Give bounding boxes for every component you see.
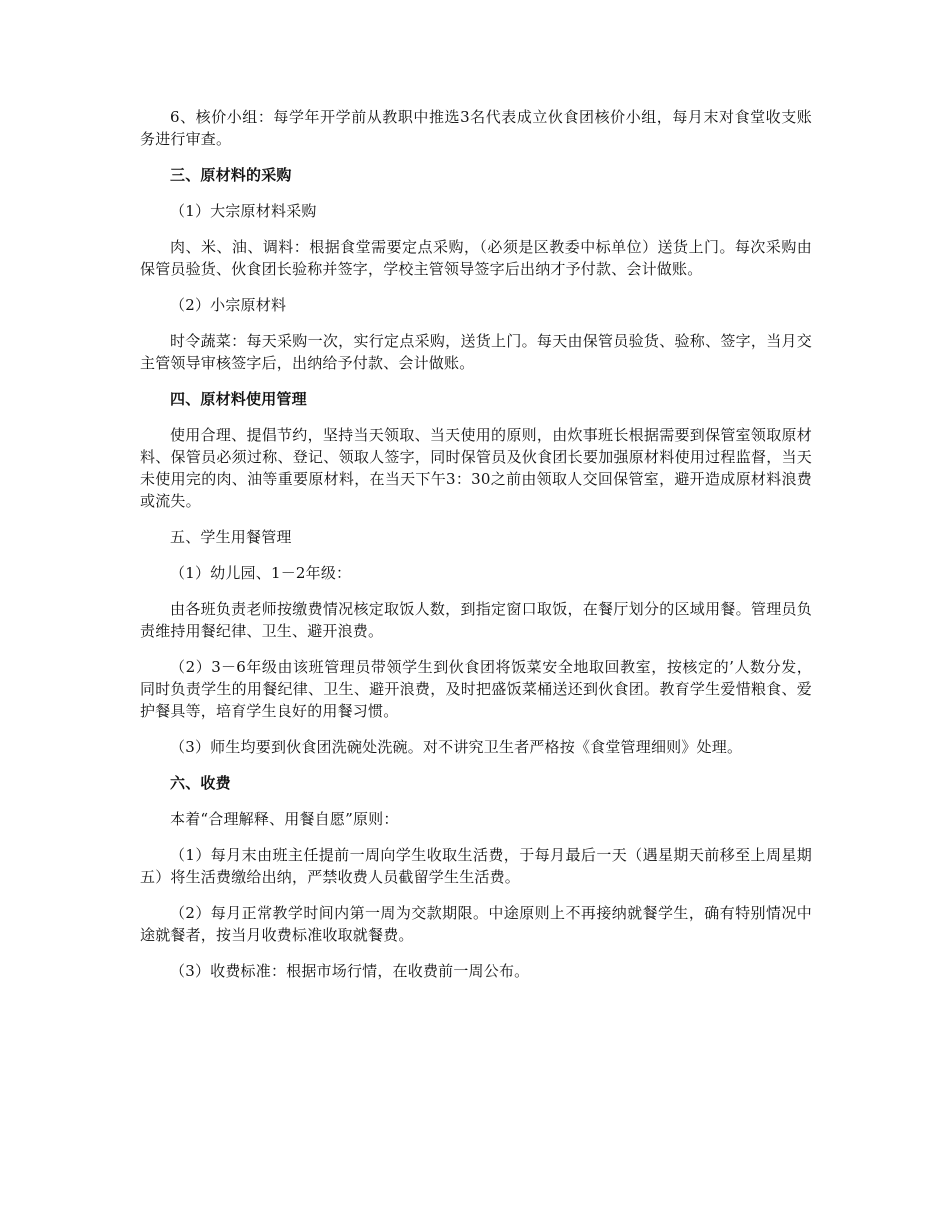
heading-fees: 六、收费 <box>170 774 231 792</box>
paragraph-bulk-materials-title: （1）大宗原材料采购 <box>170 202 317 220</box>
heading-student-dining: 五、学生用餐管理 <box>170 528 292 546</box>
paragraph-vegetables: 时令蔬菜：每天采购一次，实行定点采购，送货上门。每天由保管员验货、验称、签字，当月交主管领导审核签字后，出纳给予付款、会计做账。 <box>140 332 812 372</box>
paragraph-fee-deadline: （2）每月正常教学时间内第一周为交款期限。中途原则上不再接纳就餐学生，确有特别情况中途就餐者，按当月收费标准收取就餐费。 <box>140 904 812 944</box>
heading-materials-usage: 四、原材料使用管理 <box>170 390 307 408</box>
paragraph-fee-principle: 本着“合理解释、用餐自愿”原则： <box>170 810 399 828</box>
paragraph-small-materials-title: （2）小宗原材料 <box>170 296 287 314</box>
paragraph-grades-3-6: （2）3－6年级由该班管理员带领学生到伙食团将饭菜安全地取回教室，按核定的’人数分发，同时负责学生的用餐纪律、卫生、避开浪费，及时把盛饭菜桶送还到伙食团。教育学生爱惜粮食、爱护餐具等，培育学生良好的用餐习惯。 <box>140 658 812 720</box>
paragraph-dish-washing: （3）师生均要到伙食团洗碗处洗碗。对不讲究卫生者严格按《食堂管理细则》处理。 <box>170 738 743 756</box>
document-page <box>140 106 812 996</box>
paragraph-fee-standard: （3）收费标准：根据市场行情，在收费前一周公布。 <box>170 962 530 980</box>
paragraph-kindergarten: 由各班负责老师按缴费情况核定取饭人数，到指定窗口取饭，在餐厅划分的区域用餐。管理员负责维持用餐纪律、卫生、避开浪费。 <box>140 600 812 640</box>
paragraph-pricing-group: 6、核价小组：每学年开学前从教职中推选3名代表成立伙食团核价小组，每月末对食堂收支账务进行审查。 <box>140 108 812 148</box>
paragraph-bulk-materials: 肉、米、油、调料：根据食堂需要定点采购，（必须是区教委中标单位）送货上门。每次采购由保管员验货、伙食团长验称并签字，学校主管领导签字后出纳才予付款、会计做账。 <box>140 238 812 278</box>
paragraph-kindergarten-title: （1）幼儿园、1－2年级： <box>170 564 352 582</box>
paragraph-fee-collection: （1）每月末由班主任提前一周向学生收取生活费，于每月最后一天（遇星期天前移至上周星期五）将生活费缴给出纳，严禁收费人员截留学生生活费。 <box>140 846 812 886</box>
heading-procurement: 三、原材料的采购 <box>170 166 292 184</box>
paragraph-usage-rules: 使用合理、提倡节约，坚持当天领取、当天使用的原则，由炊事班长根据需要到保管室领取原材料、保管员必须过称、登记、领取人签字，同时保管员及伙食团长要加强原材料使用过程监督，当天未使用完的肉、油等重要原材料，在当天下午3：30之前由领取人交回保管室，避开造成原材料浪费或流失。 <box>140 426 812 510</box>
